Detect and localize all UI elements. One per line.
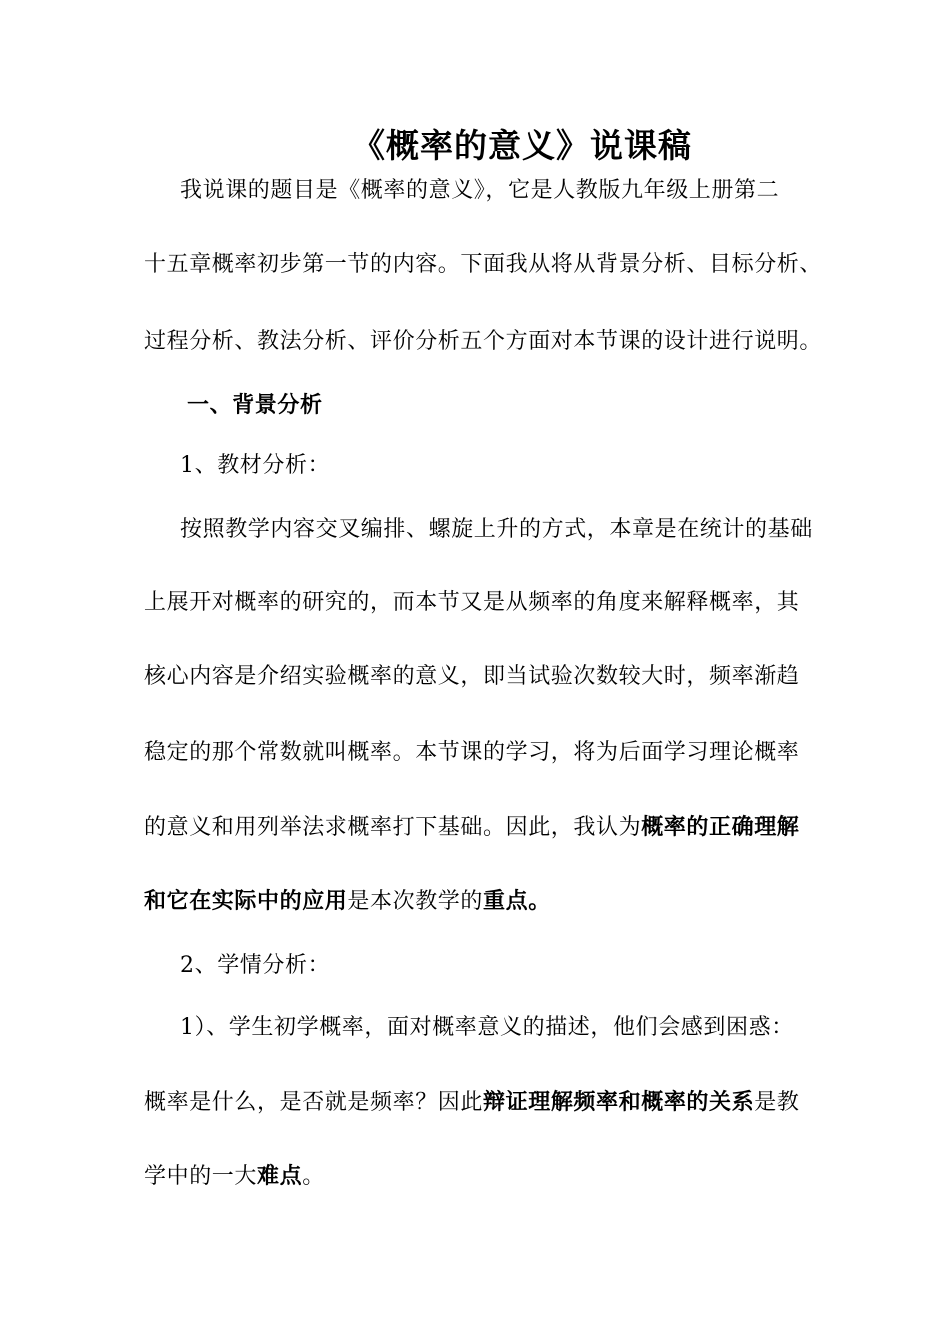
- emphasis-key-point: 和它在实际中的应用: [144, 888, 348, 914]
- subsection-heading: 2、学情分析：: [180, 953, 331, 978]
- text-run: 。: [302, 1164, 325, 1189]
- text-line: 1）、学生初学概率，面对概率意义的描述，他们会感到困惑：: [180, 1015, 794, 1040]
- text-line: [144, 886, 551, 917]
- emphasis-key-point: 辩证理解频率和概率的关系: [483, 1089, 755, 1115]
- text-line: [144, 1161, 325, 1192]
- text-line: 我说课的题目是《概率的意义》，它是人教版九年级上册第二: [180, 178, 780, 203]
- text-line: [144, 1087, 799, 1118]
- section-heading: 一、背景分析: [187, 392, 323, 418]
- text-line: 上展开对概率的研究的，而本节又是从频率的角度来解释概率，其: [144, 590, 800, 615]
- text-line: 十五章概率初步第一节的内容。下面我从将从背景分析、目标分析、: [144, 252, 823, 277]
- text-run: 概率是什么，是否就是频率？因此: [144, 1090, 484, 1115]
- emphasis-difficulty: 难点: [257, 1163, 303, 1189]
- text-line: [144, 812, 799, 843]
- emphasis-focus: 重点。: [483, 888, 551, 914]
- text-run: 学中的一大: [144, 1164, 258, 1189]
- text-run: 的意义和用列举法求概率打下基础。因此，我认为: [144, 815, 642, 840]
- text-line: 稳定的那个常数就叫概率。本节课的学习，将为后面学习理论概率: [144, 740, 800, 765]
- subsection-heading: 1、教材分析：: [180, 453, 331, 478]
- text-line: 核心内容是介绍实验概率的意义，即当试验次数较大时，频率渐趋: [144, 664, 800, 689]
- text-line: 过程分析、教法分析、评价分析五个方面对本节课的设计进行说明。: [144, 329, 823, 354]
- text-line: 按照教学内容交叉编排、螺旋上升的方式，本章是在统计的基础: [180, 517, 813, 542]
- emphasis-key-point: 概率的正确理解: [641, 814, 800, 840]
- document-title: 《概率的意义》说课稿: [352, 126, 692, 165]
- text-run: 是本次教学的: [347, 889, 484, 914]
- text-run: 是教: [754, 1090, 800, 1115]
